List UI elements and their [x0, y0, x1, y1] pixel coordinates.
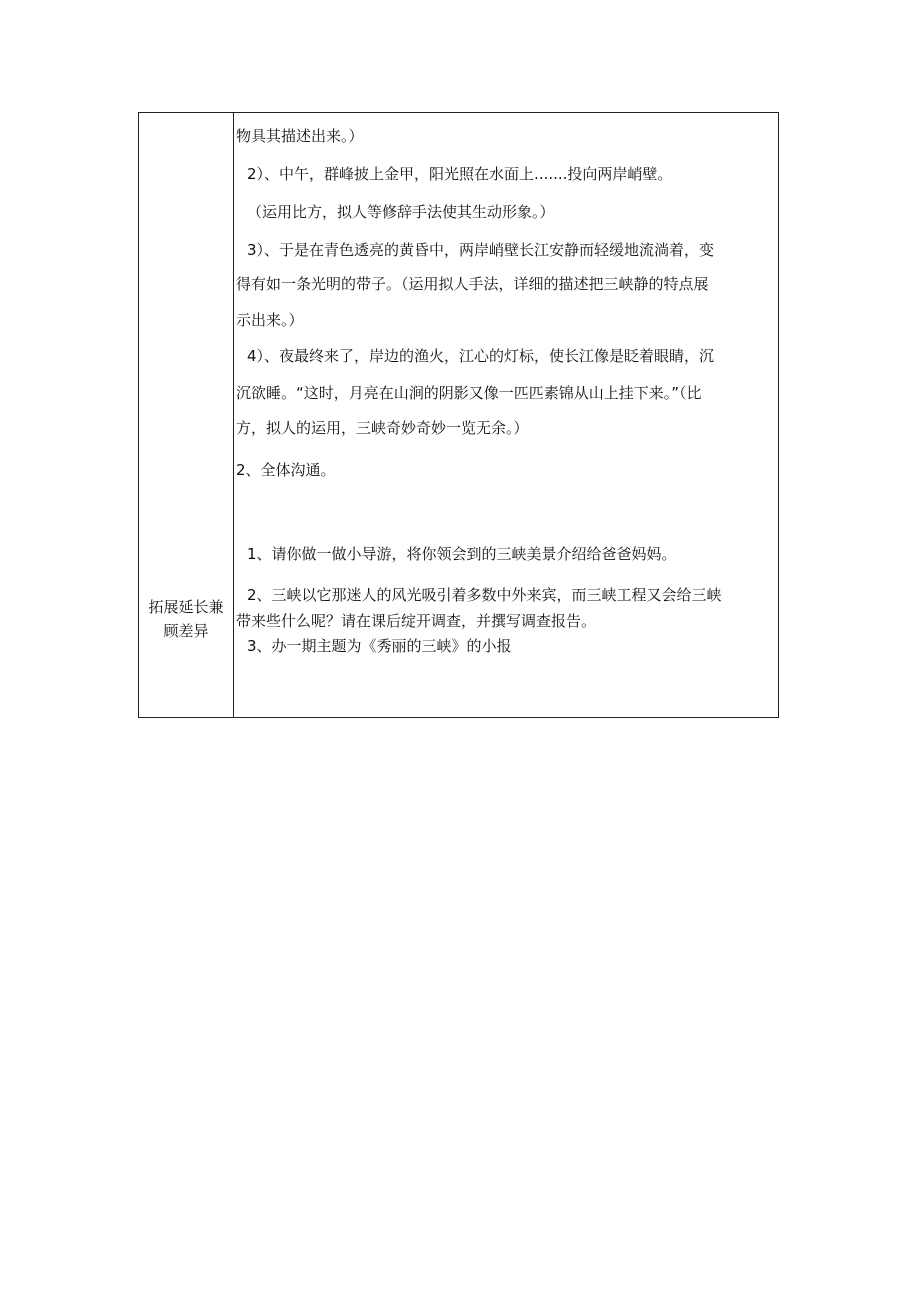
item3-line2: 得有如一条光明的带子。（运用拟人手法，详细的描述把三峡静的特点展: [236, 275, 709, 293]
step2-text: 2、全体沟通。: [236, 461, 336, 479]
column-divider: [233, 113, 234, 717]
item3-line3: 示出来。）: [236, 311, 304, 329]
extension-label-line1: 拓展延长兼: [148, 598, 224, 616]
extension-section-label: [139, 595, 233, 643]
item4-line2: 沉欲睡。“这时，月亮在山涧的阴影又像一匹匹素锦从山上挂下来。”（比: [236, 384, 702, 402]
item2-note: （运用比方，拟人等修辞手法使其生动形象。）: [247, 203, 555, 221]
item4-line3: 方，拟人的运用，三峡奇妙奇妙一览无余。）: [236, 419, 529, 437]
extension-task2-line2: 带来些什么呢？请在课后绽开调查，并撰写调查报告。: [236, 612, 597, 630]
extension-task2-line1: 2、三峡以它那迷人的风光吸引着多数中外来宾，而三峡工程又会给三峡: [247, 586, 722, 604]
item3-line1: 3）、于是在青色透亮的黄昏中，两岸峭壁长江安静而轻缓地流淌着，变: [247, 241, 715, 259]
intro-tail-text: 物具其描述出来。）: [236, 127, 364, 145]
extension-task3: 3、办一期主题为《秀丽的三峡》的小报: [247, 637, 512, 655]
item2-text: 2）、中午，群峰披上金甲，阳光照在水面上.......投向两岸峭壁。: [247, 165, 673, 183]
lesson-plan-table: [138, 112, 779, 718]
extension-label-line2: 顾差异: [163, 622, 209, 640]
extension-task1: 1、请你做一做小导游，将你领会到的三峡美景介绍给爸爸妈妈。: [247, 545, 677, 563]
item4-line1: 4）、夜最终来了，岸边的渔火，江心的灯标，使长江像是眨着眼睛，沉: [247, 347, 715, 365]
